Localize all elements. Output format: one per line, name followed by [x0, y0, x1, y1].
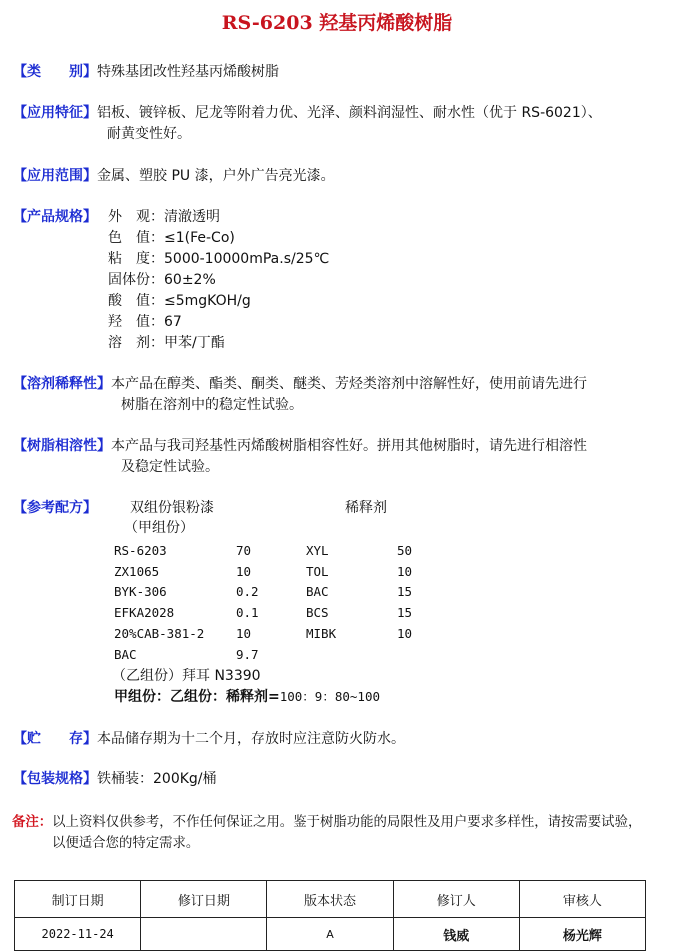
- spec-value: 67: [164, 314, 182, 330]
- diluent-item-name: BAC: [306, 584, 329, 599]
- revision-value-cell: 2022-11-24: [15, 918, 141, 951]
- packing-section: [13, 769, 217, 790]
- scope-label: 【应用范围】: [13, 168, 97, 184]
- solvent-section: [13, 374, 587, 395]
- revision-table: [14, 880, 646, 951]
- note-line2: 以便适合您的特定需求。: [52, 836, 200, 851]
- formula-item-qty: 10: [236, 626, 252, 641]
- formula-item-qty: 0.2: [236, 584, 259, 599]
- scope-section: [13, 166, 335, 187]
- solvent-line2: 树脂在溶剂中的稳定性试验。: [121, 397, 303, 413]
- compat-line1: 本产品与我司羟基性丙烯酸树脂相容性好。拼用其他树脂时，请先进行相溶性: [111, 438, 587, 454]
- formula-ratio: [114, 686, 380, 708]
- category-section: [13, 62, 279, 83]
- formula-item-qty: 10: [236, 564, 252, 579]
- diluent-item-qty: 15: [397, 605, 413, 620]
- revision-value-row: [15, 918, 646, 951]
- category-text: 特殊基团改性羟基丙烯酸树脂: [97, 64, 279, 80]
- revision-header-cell: 修订日期: [141, 881, 267, 918]
- diluent-item-qty: 10: [397, 564, 413, 579]
- spec-name: 粘 度：: [108, 251, 164, 267]
- diluent-item-name: XYL: [306, 543, 329, 558]
- packing-label: 【包装规格】: [13, 771, 97, 787]
- category-label: 【类 别】: [13, 64, 97, 80]
- formula-item-name: RS-6203: [114, 543, 167, 558]
- formula-left-sub: （甲组份）: [124, 520, 194, 536]
- storage-section: [13, 729, 405, 750]
- spec-name: 溶 剂：: [108, 335, 164, 351]
- formula-item-name: 20%CAB-381-2: [114, 626, 205, 641]
- compat-section: [13, 436, 587, 457]
- solvent-line1: 本产品在醇类、酯类、酮类、醚类、芳烃类溶剂中溶解性好，使用前请先进行: [111, 376, 587, 392]
- spec-row: [108, 270, 216, 291]
- compat-line2: 及稳定性试验。: [121, 459, 219, 475]
- formula-ratio-label: 甲组份：乙组份：稀释剂=: [114, 689, 280, 705]
- spec-name: 色 值：: [108, 230, 164, 246]
- diluent-item-qty: 15: [397, 584, 413, 599]
- storage-label: 【贮 存】: [13, 731, 97, 747]
- spec-name: 酸 值：: [108, 293, 164, 309]
- spec-value: 5000-10000mPa.s/25℃: [164, 251, 330, 267]
- revision-value-cell: 钱威: [393, 918, 519, 951]
- diluent-item-qty: 10: [397, 626, 413, 641]
- revision-value-cell: 杨光辉: [519, 918, 645, 951]
- formula-item-name: BAC: [114, 647, 137, 662]
- revision-header-cell: 制订日期: [15, 881, 141, 918]
- spec-row: [108, 291, 251, 312]
- diluent-item-name: BCS: [306, 605, 329, 620]
- formula-item-name: ZX1065: [114, 564, 160, 579]
- formula-right-head: 稀释剂: [345, 500, 387, 516]
- packing-text: 铁桶装：200Kg/桶: [97, 771, 217, 787]
- features-section: [13, 103, 602, 124]
- features-line2: 耐黄变性好。: [107, 126, 191, 142]
- compat-label: 【树脂相溶性】: [13, 438, 111, 454]
- features-label: 【应用特征】: [13, 105, 97, 121]
- note-line1: 以上资料仅供参考，不作任何保证之用。鉴于树脂功能的局限性及用户要求多样性，请按需要试验，: [52, 815, 642, 830]
- spec-value: 甲苯/丁酯: [164, 335, 225, 351]
- spec-value: ≤1(Fe-Co): [164, 230, 235, 246]
- formula-item-qty: 70: [236, 543, 252, 558]
- storage-text: 本品储存期为十二个月，存放时应注意防火防水。: [97, 731, 405, 747]
- formula-left-head: 双组份银粉漆: [130, 500, 214, 516]
- spec-name: 外 观：: [108, 209, 164, 225]
- formula-item-qty: 0.1: [236, 605, 259, 620]
- revision-header-cell: 版本状态: [267, 881, 393, 918]
- revision-value-cell: A: [267, 918, 393, 951]
- spec-value: 清澈透明: [164, 209, 220, 225]
- spec-value: ≤5mgKOH/g: [164, 293, 251, 309]
- formula-label: 【参考配方】: [13, 500, 97, 516]
- revision-value-cell: [141, 918, 267, 951]
- spec-row: [108, 333, 225, 354]
- spec-row: [108, 207, 220, 228]
- formula-ratio-value: 100：9：80~100: [279, 689, 380, 704]
- doc-title: RS-6203 羟基丙烯酸树脂: [221, 12, 453, 34]
- formula-part-b: （乙组份）拜耳 N3390: [112, 668, 261, 684]
- spec-row: [108, 228, 235, 249]
- spec-row: [108, 249, 329, 270]
- features-line1: 铝板、镀锌板、尼龙等附着力优、光泽、颜料润湿性、耐水性（优于 RS-6021）、: [97, 105, 602, 121]
- scope-text: 金属、塑胶 PU 漆，户外广告亮光漆。: [97, 168, 335, 184]
- diluent-item-name: MIBK: [306, 626, 337, 641]
- formula-item-name: BYK-306: [114, 584, 167, 599]
- revision-header-cell: 修订人: [393, 881, 519, 918]
- revision-header-row: [15, 881, 646, 918]
- spec-name: 固体份：: [108, 272, 164, 288]
- formula-item-name: EFKA2028: [114, 605, 175, 620]
- spec-value: 60±2%: [164, 272, 216, 288]
- spec-name: 羟 值：: [108, 314, 164, 330]
- note-section: [12, 812, 641, 833]
- formula-item-qty: 9.7: [236, 647, 259, 662]
- spec-row: [108, 312, 182, 333]
- specs-label: 【产品规格】: [13, 209, 97, 225]
- note-label: 备注：: [12, 815, 53, 830]
- revision-header-cell: 审核人: [519, 881, 645, 918]
- diluent-item-qty: 50: [397, 543, 413, 558]
- solvent-label: 【溶剂稀释性】: [13, 376, 111, 392]
- diluent-item-name: TOL: [306, 564, 329, 579]
